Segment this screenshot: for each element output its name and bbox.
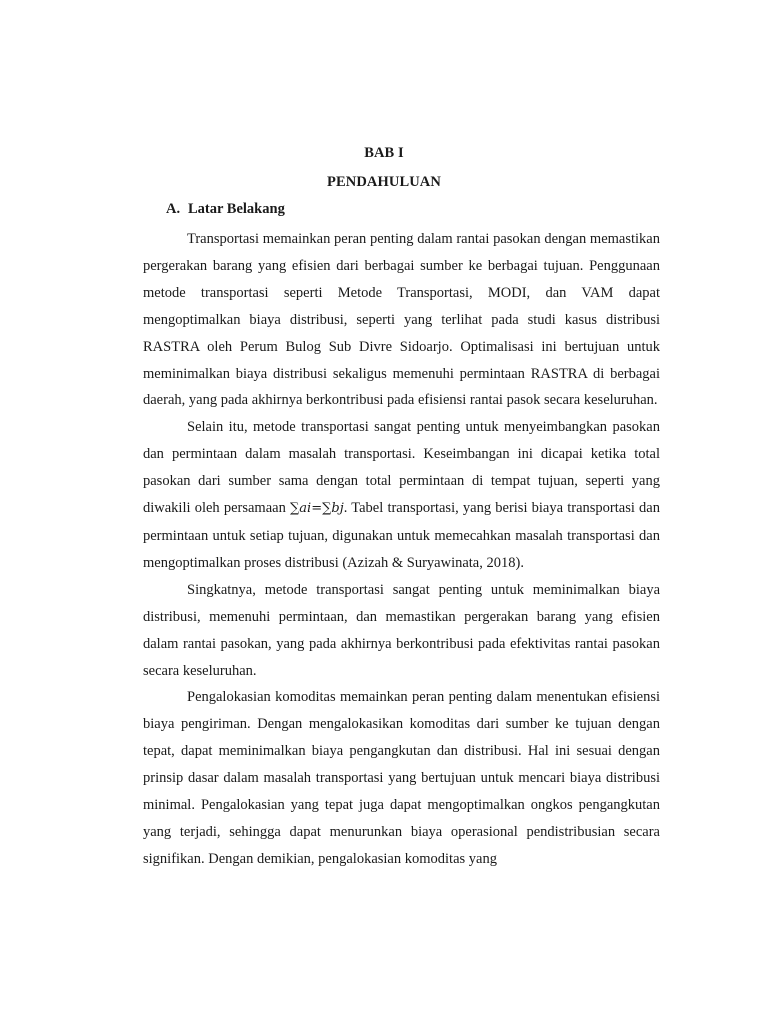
paragraph-2-after-formula: . Tabel transportasi, yang berisi biaya transportasi dan permintaan untuk setiap tujuan, digunakan untuk memecahkan masalah transportasi dan mengoptimalkan proses distribusi (Azizah & Suryawinata, 2018). — [143, 500, 660, 571]
paragraph-3: Singkatnya, metode transportasi sangat penting untuk meminimalkan biaya distribusi, memenuhi permintaan, dan memastikan pergerakan barang yang efisien dalam rantai pasokan, yang pada akhirnya berkontribusi pada efektivitas rantai pasokan secara keseluruhan. — [143, 581, 660, 679]
body-text — [143, 226, 660, 873]
section-heading — [166, 201, 285, 218]
section-marker: A. — [166, 201, 181, 217]
chapter-title: PENDAHULUAN — [327, 174, 441, 190]
section-title: Latar Belakang — [188, 201, 285, 217]
balance-formula: ∑ai=∑bj — [290, 501, 344, 517]
paragraph-4: Pengalokasian komoditas memainkan peran penting dalam menentukan efisiensi biaya pengiriman. Dengan mengalokasikan komoditas dari sumber ke tujuan dengan tepat, dapat meminimalkan biaya pengangkutan dan distribusi. Hal ini sesuai dengan prinsip dasar dalam masalah transportasi yang bertujuan untuk mencari biaya distribusi minimal. Pengalokasian yang tepat juga dapat mengoptimalkan ongkos pengangkutan yang terjadi, sehingga dapat menurunkan biaya operasional pendistribusian secara signifikan. Dengan demikian, pengalokasian komoditas yang — [143, 689, 660, 867]
paragraph-2-before-formula: Selain itu, metode transportasi sangat penting untuk menyeimbangkan pasokan dan permintaan dalam masalah transportasi. Keseimbangan ini dicapai ketika total pasokan dari sumber sama dengan total permintaan di tempat tujuan, seperti yang diwakili oleh persamaan — [143, 419, 660, 517]
paragraph-2 — [143, 414, 660, 576]
chapter-number: BAB I — [364, 145, 404, 161]
paragraph-1: Transportasi memainkan peran penting dalam rantai pasokan dengan memastikan pergerakan barang yang efisien dari berbagai sumber ke berbagai tujuan. Penggunaan metode transportasi seperti Metode Transportasi, MODI, dan VAM dapat mengoptimalkan biaya distribusi, seperti yang terlihat pada studi kasus distribusi RASTRA oleh Perum Bulog Sub Divre Sidoarjo. Optimalisasi ini bertujuan untuk meminimalkan biaya distribusi sekaligus memenuhi permintaan RASTRA di berbagai daerah, yang pada akhirnya berkontribusi pada efisiensi rantai pasok secara keseluruhan. — [143, 231, 660, 409]
